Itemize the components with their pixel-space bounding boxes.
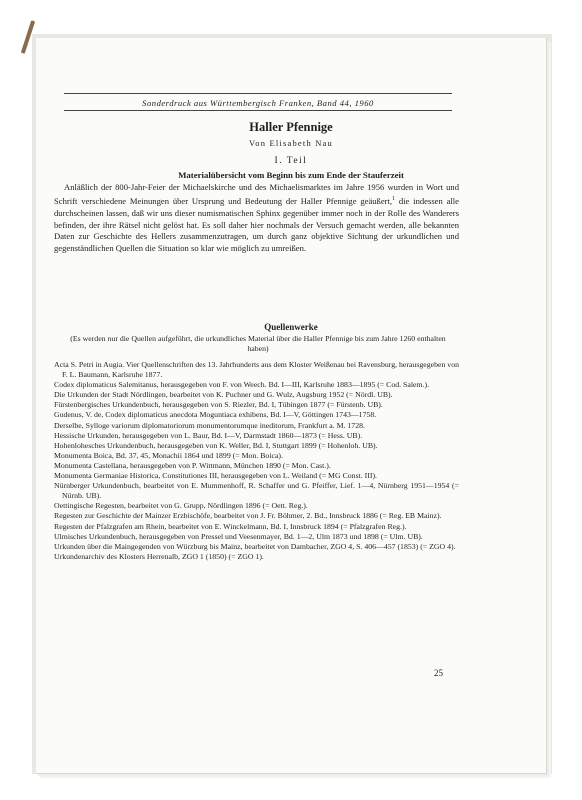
- article-subtitle: Materialübersicht vom Beginn bis zum Ende der Stauferzeit: [178, 170, 404, 180]
- source-entry: Regesten der Pfalzgrafen am Rhein, bearbeitet von E. Winckelmann, Bd. I, Innsbruck 1894 (= Pfalzgrafen Reg.).: [54, 521, 407, 531]
- source-entry: Urkundenarchiv des Klosters Herrenalb, ZGO 1 (1850) (= ZGO 1).: [54, 551, 264, 561]
- article-author: Von Elisabeth Nau: [249, 138, 333, 148]
- source-entry: Oettingische Regesten, bearbeitet von G. Grupp, Nördlingen 1896 (= Oett. Reg.).: [54, 501, 308, 511]
- source-entry: Urkunden über die Maingegenden von Würzburg bis Mainz, bearbeitet von Dambacher, ZGO 4, S. 406—457 (1853) (= ZGO 4).: [54, 541, 456, 551]
- source-entry: Derselbe, Sylloge variorum diplomatoriorum monumentorumque ineditorum, Frankfurt a. M. 1728.: [54, 420, 365, 430]
- sources-list: [54, 360, 459, 562]
- source-entry: Monumenta Castellana, herausgegeben von P. Wittmann, München 1890 (= Mon. Cast.).: [54, 460, 331, 470]
- source-entry: Monumenta Germaniae Historica, Constitutiones III, herausgegeben von L. Weiland (= MG Const. III).: [54, 471, 378, 481]
- sources-heading: Quellenwerke: [264, 322, 318, 332]
- source-entry: Monumenta Boica, Bd. 37, 45, Monachii 1864 und 1899 (= Mon. Boica).: [54, 450, 283, 460]
- intro-text-after: die indessen alle durchscheinen lassen, daß wir uns dieser numismatischen Sphinx gegenüber immer noch in der Rolle des Wanderers befinden, der ihre Rätsel nicht gelöst hat. Es soll daher hier nochmals der Versuch gemacht werden, alle bekannten Daten zur Geschichte des Hellers zusammenzutragen, um durch ganz objektive Sichtung der urkundlichen und gegenständlichen Quellen die Situation so klar wie möglich zu umreißen.: [54, 195, 459, 254]
- source-entry: Hohenlohesches Urkundenbuch, herausgegeben von K. Weller, Bd. I, Stuttgart 1899 (= Hohenloh. UB).: [54, 440, 378, 450]
- source-entry: Fürstenbergisches Urkundenbuch, herausgegeben von S. Riezler, Bd. I, Tübingen 1877 (= Fürstenb. UB).: [54, 400, 383, 410]
- source-entry: Hessische Urkunden, herausgegeben von L. Baur, Bd. I—V, Darmstadt 1860—1873 (= Hess. UB).: [54, 430, 363, 440]
- offprint-header: Sonderdruck aus Württembergisch Franken, Band 44, 1960: [142, 98, 374, 108]
- document-page: [36, 38, 547, 774]
- source-entry: Ulmisches Urkundenbuch, herausgegeben von Pressel und Veesenmayer, Bd. 1—2, Ulm 1873 und 1898 (= Ulm. UB).: [54, 531, 423, 541]
- article-part: I. Teil: [274, 156, 308, 166]
- intro-text-before: Anläßlich der 800-Jahr-Feier der Michaelskirche und des Michaelismarktes im Jahre 1956 wurden in Wort und Schrift verschiedene Meinungen über Ursprung und Bedeutung der Haller Pfennige geäußert,: [54, 182, 459, 206]
- source-entry: Codex diplomaticus Salemitanus, herausgegeben von F. von Weech. Bd. I—III, Karlsruhe 1883—1895 (= Cod. Salem.).: [54, 380, 430, 390]
- page-number: 25: [434, 668, 443, 678]
- footnote-marker: 1: [392, 195, 396, 202]
- source-entry: Die Urkunden der Stadt Nördlingen, bearbeitet von K. Puchner und G. Wulz, Augsburg 1952 (= Nördl. UB).: [54, 390, 393, 400]
- header-rule-bottom: [64, 110, 452, 111]
- sources-note: (Es werden nur die Quellen aufgeführt, die urkundliches Material über die Haller Pfennige bis zum Jahre 1260 enthalten haben): [70, 334, 446, 353]
- article-title: Haller Pfennige: [249, 120, 333, 134]
- header-rule-top: [64, 93, 452, 94]
- source-entry: Nürnberger Urkundenbuch, bearbeitet von E. Mummenhoff, R. Schaffer und G. Pfeiffer, Lief. 1—4, Nürnberg 1951—1954 (= Nürnb. UB).: [54, 481, 459, 501]
- source-entry: Regesten zur Geschichte der Mainzer Erzbischöfe, bearbeitet von J. Fr. Böhmer, 2. Bd., Innsbruck 1886 (= Reg. EB Mainz).: [54, 511, 442, 521]
- intro-paragraph: [54, 182, 459, 255]
- source-entry: Acta S. Petri in Augia. Vier Quellenschriften des 13. Jahrhunderts aus dem Kloster Weißenau bei Ravensburg, herausgegeben von F. L. Baumann, Karlsruhe 1877.: [54, 360, 459, 380]
- source-entry: Gudenus, V. de, Codex diplomaticus anecdota Moguntiaca exhibens, Bd. I—V, Göttingen 1743—1758.: [54, 410, 377, 420]
